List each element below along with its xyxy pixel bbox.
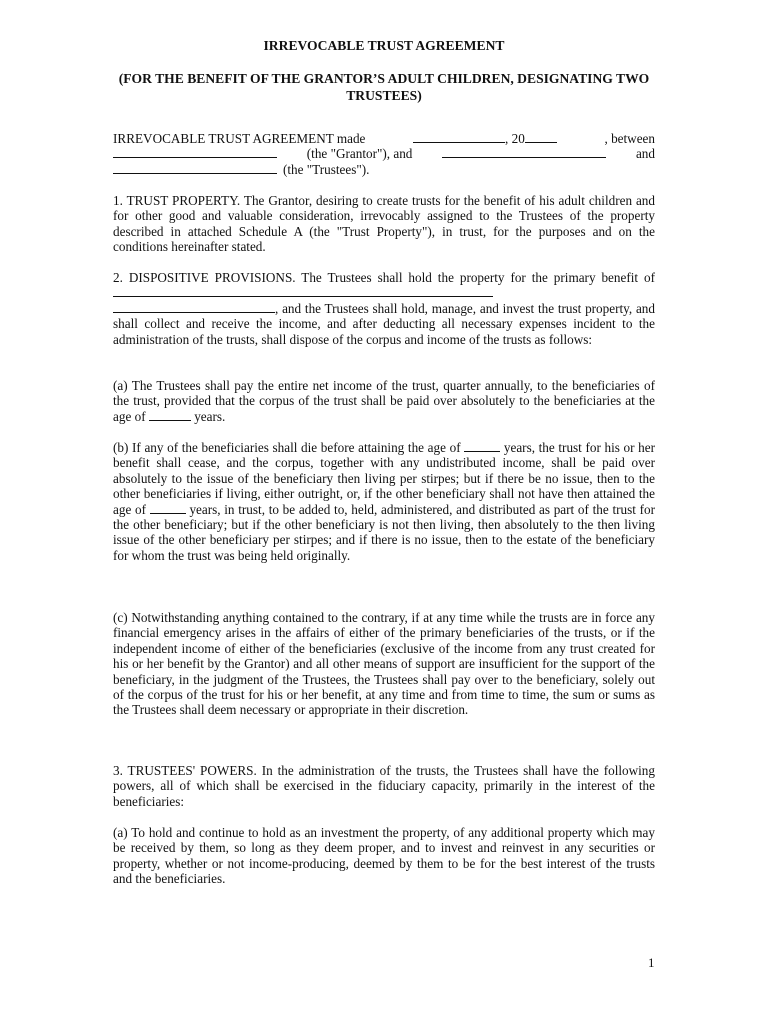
grantor-name-blank[interactable]: [113, 146, 277, 158]
section-3a-investment: (a) To hold and continue to hold as an investment the property, of any additional property which may be received by them, so long as they deem proper, and to invest and reinvest in any securities or property, whether or not income-producing, deemed by them to be for the best interest of the trusts and the beneficiaries.: [113, 825, 655, 887]
section-2-text-a: 2. DISPOSITIVE PROVISIONS. The Trustees shall hold the property for the primary benefit of: [113, 270, 655, 285]
age-blank-3[interactable]: [150, 502, 186, 514]
intro-paragraph: [113, 131, 655, 177]
age-blank-1[interactable]: [149, 409, 191, 421]
section-2b-death-of-beneficiary: [113, 440, 655, 563]
section-3-trustees-powers: 3. TRUSTEES' POWERS. In the administration of the trusts, the Trustees shall have the following powers, all of which shall be exercised in the fiduciary capacity, primarily in the interest of the beneficiaries:: [113, 763, 655, 809]
age-blank-2[interactable]: [464, 440, 500, 452]
section-2a-income: [113, 378, 655, 424]
intro-text-trustees: (the "Trustees").: [283, 161, 370, 177]
section-2a-text-b: years.: [194, 408, 226, 424]
section-1-trust-property: 1. TRUST PROPERTY. The Grantor, desiring to create trusts for the benefit of his adult children and for other good and valuable consideration, irrevocably assigned to the Trustees of the property described in attached Schedule A (the "Trust Property"), in trust, for the purposes and on the conditions hereinafter stated.: [113, 193, 655, 255]
section-2b-text-c: years, in trust, to be added to, held, administered, and distributed as part of the trust for the other beneficiary; but if the other beneficiary is not then living, then absolutely to the then living issue of the other beneficiary per stirpes; and if there is no issue, then to the estate of the beneficiary for whom the trust was being held originally.: [113, 501, 655, 563]
intro-text-year: , 20: [505, 131, 525, 146]
trustee2-name-blank[interactable]: [113, 162, 277, 174]
section-2a-text-a: (a) The Trustees shall pay the entire net income of the trust, quarter annually, to the beneficiaries of the trust, provided that the corpus of the trust shall be paid over absolutely to the beneficiaries at the age of: [113, 378, 655, 424]
intro-text-and: and: [635, 146, 655, 162]
year-blank[interactable]: [525, 131, 557, 143]
section-2b-text-b: years, the trust for his or her benefit shall cease, and the corpus, together with any undistributed income, shall be paid over absolutely to the issue of the beneficiary then living per stirpes; but if there be no issue, then to the other beneficiaries if living, either outright, or, if the other beneficiary shall not have then attained the age of: [113, 440, 655, 517]
beneficiaries-blank-2[interactable]: [113, 301, 275, 313]
date-blank[interactable]: [413, 131, 505, 143]
intro-text-made: IRREVOCABLE TRUST AGREEMENT made: [113, 131, 366, 146]
section-2-dispositive-provisions: [113, 270, 655, 347]
intro-text-between: , between: [604, 131, 655, 146]
document-title: IRREVOCABLE TRUST AGREEMENT: [263, 38, 505, 53]
section-2b-text-a: (b) If any of the beneficiaries shall die before attaining the age of: [113, 440, 461, 455]
page-number: 1: [648, 955, 655, 970]
trustee1-name-blank[interactable]: [442, 146, 606, 158]
document-subtitle: (FOR THE BENEFIT OF THE GRANTOR’S ADULT CHILDREN, DESIGNATING TWO TRUSTEES): [118, 71, 650, 103]
intro-text-grantor: (the "Grantor"), and: [306, 146, 413, 162]
section-2-text-b: , and the Trustees shall hold, manage, and invest the trust property, and shall collect and receive the income, and after deducting all necessary expenses incident to the administration of the trusts, shall dispose of the corpus and income of the trusts as follows:: [113, 300, 655, 347]
beneficiaries-blank-1[interactable]: [113, 285, 493, 297]
section-2c-financial-emergency: (c) Notwithstanding anything contained to the contrary, if at any time while the trusts are in force any financial emergency arises in the affairs of either of the primary beneficiaries of the trusts, or if the independent income of either of the beneficiaries (exclusive of the income from any trust created for his or her benefit by the Grantor) and all other means of support are insufficient for the support of the beneficiary, in the judgment of the Trustees, the Trustees shall pay over to the beneficiary, solely out of the corpus of the trust for his or her benefit, at any time and from time to time, the sum or sums as the Trustees shall deem necessary or appropriate in their discretion.: [113, 610, 655, 718]
